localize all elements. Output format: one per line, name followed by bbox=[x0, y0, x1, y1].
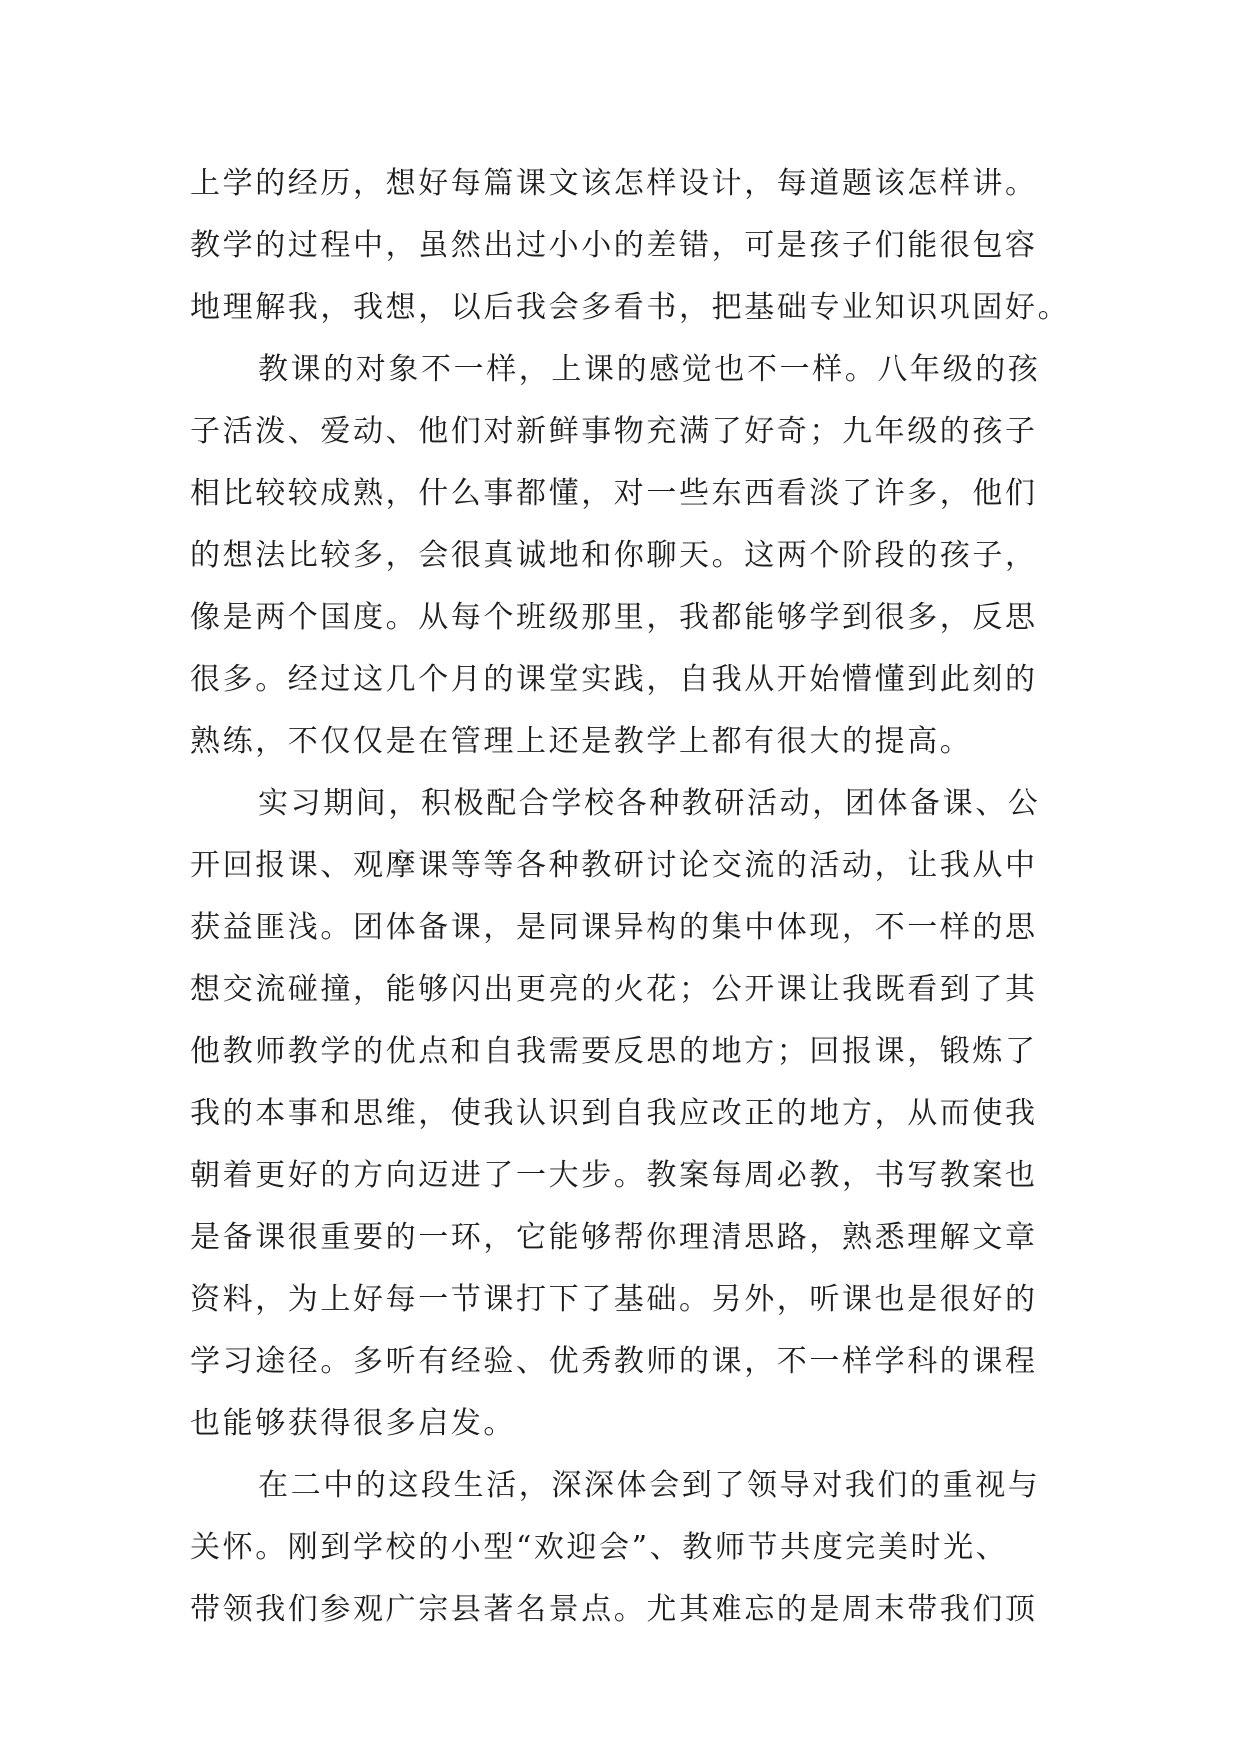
text-line: 想交流碰撞，能够闪出更亮的火花；公开课让我既看到了其 bbox=[190, 972, 1038, 1007]
text-line: 很多。经过这几个月的课堂实践，自我从开始懵懂到此刻的 bbox=[190, 662, 1038, 697]
text-line: 的想法比较多，会很真诚地和你聊天。这两个阶段的孩子， bbox=[190, 538, 1038, 573]
text-line: 上学的经历，想好每篇课文该怎样设计，每道题该怎样讲。 bbox=[190, 166, 1038, 201]
text-line: 开回报课、观摩课等等各种教研讨论交流的活动，让我从中 bbox=[190, 848, 1038, 883]
text-line: 是备课很重要的一环，它能够帮你理清思路，熟悉理解文章 bbox=[190, 1220, 1038, 1255]
text-line: 关怀。刚到学校的小型“欢迎会”、教师节共度完美时光、 bbox=[190, 1530, 1009, 1565]
text-line: 地理解我，我想，以后我会多看书，把基础专业知识巩固好。 bbox=[190, 290, 1071, 325]
text-line: 也能够获得很多启发。 bbox=[190, 1406, 516, 1441]
text-line: 熟练，不仅仅是在管理上还是教学上都有很大的提高。 bbox=[190, 724, 973, 759]
paragraph-start-line: 教课的对象不一样，上课的感觉也不一样。八年级的孩 bbox=[258, 352, 1041, 387]
text-line: 相比较较成熟，什么事都懂，对一些东西看淡了许多，他们 bbox=[190, 476, 1038, 511]
paragraph-start-line: 在二中的这段生活，深深体会到了领导对我们的重视与 bbox=[258, 1468, 1041, 1503]
text-line: 教学的过程中，虽然出过小小的差错，可是孩子们能很包容 bbox=[190, 228, 1038, 263]
text-line: 获益匪浅。团体备课，是同课异构的集中体现，不一样的思 bbox=[190, 910, 1038, 945]
text-line: 我的本事和思维，使我认识到自我应改正的地方，从而使我 bbox=[190, 1096, 1038, 1131]
body-text bbox=[190, 153, 1070, 1641]
text-line: 资料，为上好每一节课打下了基础。另外，听课也是很好的 bbox=[190, 1282, 1038, 1317]
text-line: 子活泼、爱动、他们对新鲜事物充满了好奇；九年级的孩子 bbox=[190, 414, 1038, 449]
paragraph-start-line: 实习期间，积极配合学校各种教研活动，团体备课、公 bbox=[258, 786, 1041, 821]
text-line: 像是两个国度。从每个班级那里，我都能够学到很多，反思 bbox=[190, 600, 1038, 635]
text-line: 带领我们参观广宗县著名景点。尤其难忘的是周末带我们顶 bbox=[190, 1592, 1038, 1627]
text-line: 朝着更好的方向迈进了一大步。教案每周必教，书写教案也 bbox=[190, 1158, 1038, 1193]
text-line: 他教师教学的优点和自我需要反思的地方；回报课，锻炼了 bbox=[190, 1034, 1038, 1069]
text-line: 学习途径。多听有经验、优秀教师的课，不一样学科的课程 bbox=[190, 1344, 1038, 1379]
